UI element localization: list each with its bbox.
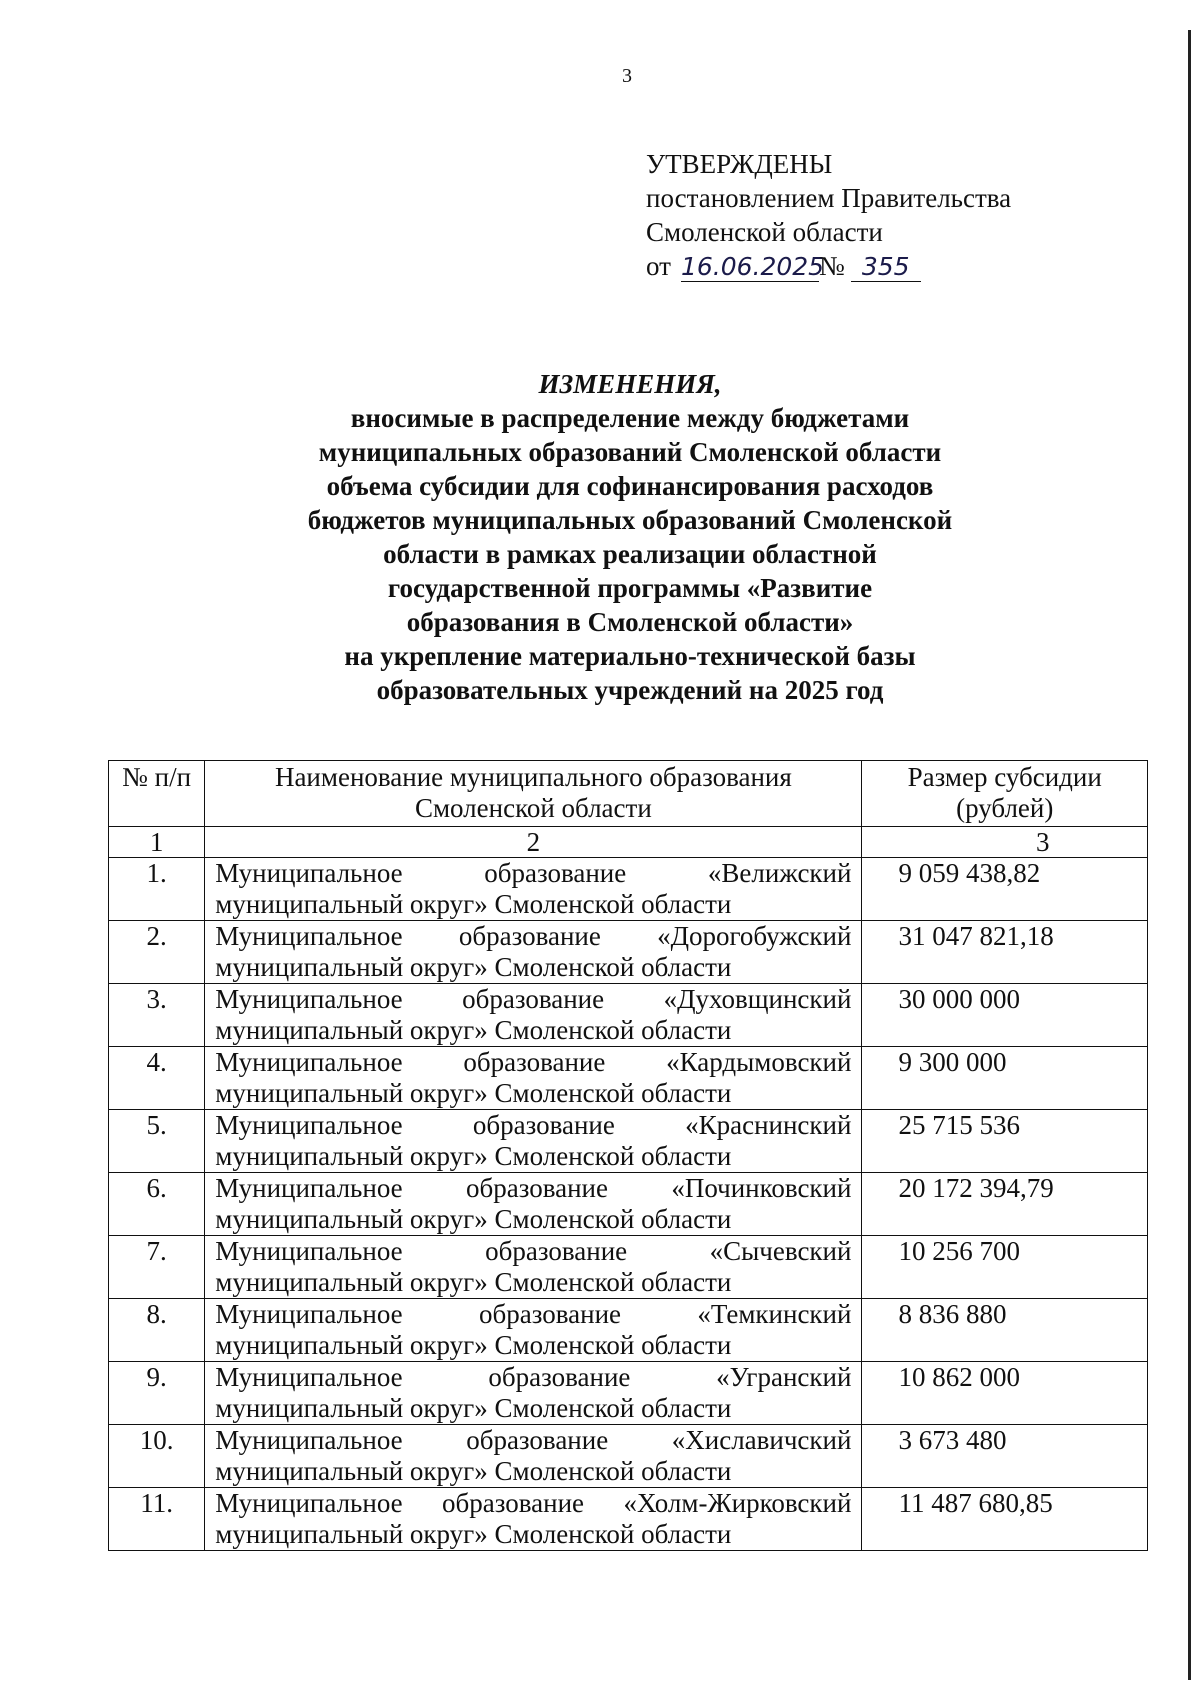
row-number: 9. <box>109 1362 205 1425</box>
row-number: 7. <box>109 1236 205 1299</box>
subsidy-amount: 9 059 438,82 <box>862 858 1148 921</box>
name-word: «Духовщинский <box>663 984 852 1014</box>
name-word: «Темкинский <box>697 1299 852 1329</box>
name-continuation: муниципальный округ» Смоленской области <box>215 1204 732 1234</box>
name-continuation: муниципальный округ» Смоленской области <box>215 1456 732 1486</box>
municipality-name <box>205 1236 862 1299</box>
subsidy-amount: 10 256 700 <box>862 1236 1148 1299</box>
municipality-name <box>205 1362 862 1425</box>
subsidy-amount: 10 862 000 <box>862 1362 1148 1425</box>
index-1: 1 <box>109 827 205 858</box>
table-row <box>109 1425 1148 1488</box>
handwritten-date: 16.06.2025 <box>680 252 825 281</box>
title-line: муниципальных образований Смоленской области <box>318 437 942 467</box>
name-continuation: муниципальный округ» Смоленской области <box>215 1078 732 1108</box>
municipality-name <box>205 1488 862 1551</box>
name-word: «Хиславичский <box>671 1425 852 1455</box>
table-row <box>109 1488 1148 1551</box>
name-word: образование <box>488 1362 631 1392</box>
document-title <box>0 367 1200 707</box>
name-word: Муниципальное <box>215 921 403 951</box>
name-word: Муниципальное <box>215 1488 403 1518</box>
table-row <box>109 921 1148 984</box>
name-word: «Дорогобужский <box>657 921 852 951</box>
name-word: образование <box>462 984 605 1014</box>
approval-heading: УТВЕРЖДЕНЫ <box>646 149 833 179</box>
header-amount: Размер субсидии (рублей) <box>862 761 1148 827</box>
name-word: образование <box>465 1173 608 1203</box>
title-line: вносимые в распределение между бюджетами <box>350 403 910 433</box>
approval-line-2: Смоленской области <box>646 217 883 247</box>
subsidy-amount: 25 715 536 <box>862 1110 1148 1173</box>
name-word: Муниципальное <box>215 1425 403 1455</box>
name-continuation: муниципальный округ» Смоленской области <box>215 1519 732 1549</box>
name-word: образование <box>458 921 601 951</box>
row-number: 5. <box>109 1110 205 1173</box>
name-word: «Починковский <box>671 1173 852 1203</box>
table-row <box>109 858 1148 921</box>
title-line: на укрепление материально-технической базы <box>344 641 916 671</box>
table-row <box>109 1236 1148 1299</box>
subsidy-amount: 30 000 000 <box>862 984 1148 1047</box>
title-heading: ИЗМЕНЕНИЯ, <box>538 369 722 399</box>
subsidy-amount: 20 172 394,79 <box>862 1173 1148 1236</box>
table-row <box>109 1299 1148 1362</box>
header-name: Наименование муниципального образования Смоленской области <box>205 761 862 827</box>
municipality-name <box>205 1173 862 1236</box>
municipality-name <box>205 1047 862 1110</box>
title-line: бюджетов муниципальных образований Смоленской <box>307 505 953 535</box>
municipality-name <box>205 1425 862 1488</box>
name-word: «Холм-Жирковский <box>623 1488 852 1518</box>
row-number: 10. <box>109 1425 205 1488</box>
page-edge-line <box>1188 30 1191 1680</box>
header-num: № п/п <box>109 761 205 827</box>
name-word: Муниципальное <box>215 1173 403 1203</box>
subsidy-amount: 3 673 480 <box>862 1425 1148 1488</box>
name-word: «Краснинский <box>685 1110 852 1140</box>
date-prefix: от <box>646 251 671 281</box>
name-word: образование <box>479 1299 622 1329</box>
row-number: 11. <box>109 1488 205 1551</box>
approval-block <box>646 147 1011 283</box>
index-3: 3 <box>862 827 1148 858</box>
subsidy-table <box>108 760 1148 1551</box>
name-word: Муниципальное <box>215 984 403 1014</box>
number-prefix: № <box>818 251 845 281</box>
name-word: Муниципальное <box>215 1236 403 1266</box>
table-header-row <box>109 761 1148 827</box>
row-number: 6. <box>109 1173 205 1236</box>
name-word: Муниципальное <box>215 1362 403 1392</box>
title-line: образования в Смоленской области» <box>406 607 854 637</box>
municipality-name <box>205 858 862 921</box>
name-word: образование <box>484 858 627 888</box>
municipality-name <box>205 1299 862 1362</box>
row-number: 1. <box>109 858 205 921</box>
title-line: образовательных учреждений на 2025 год <box>376 675 884 705</box>
name-word: образование <box>463 1047 606 1077</box>
handwritten-number: 355 <box>851 253 921 282</box>
title-line: объема субсидии для софинансирования расходов <box>326 471 934 501</box>
municipality-name <box>205 1110 862 1173</box>
page-number: 3 <box>622 65 632 87</box>
name-continuation: муниципальный округ» Смоленской области <box>215 1141 732 1171</box>
column-index-row <box>109 827 1148 858</box>
name-word: «Угранский <box>716 1362 852 1392</box>
row-number: 3. <box>109 984 205 1047</box>
table-row <box>109 1110 1148 1173</box>
table-row <box>109 1362 1148 1425</box>
subsidy-amount: 11 487 680,85 <box>862 1488 1148 1551</box>
title-lines <box>0 401 1200 707</box>
name-word: образование <box>472 1110 615 1140</box>
table-row <box>109 1047 1148 1110</box>
subsidy-amount: 31 047 821,18 <box>862 921 1148 984</box>
table-row <box>109 1173 1148 1236</box>
name-continuation: муниципальный округ» Смоленской области <box>215 1015 732 1045</box>
row-number: 8. <box>109 1299 205 1362</box>
name-continuation: муниципальный округ» Смоленской области <box>215 889 732 919</box>
row-number: 4. <box>109 1047 205 1110</box>
approval-line-1: постановлением Правительства <box>646 183 1012 213</box>
municipality-name <box>205 921 862 984</box>
title-line: государственной программы «Развитие <box>387 573 873 603</box>
name-word: Муниципальное <box>215 1110 403 1140</box>
name-continuation: муниципальный округ» Смоленской области <box>215 1330 732 1360</box>
name-continuation: муниципальный округ» Смоленской области <box>215 952 732 982</box>
name-word: Муниципальное <box>215 1047 403 1077</box>
row-number: 2. <box>109 921 205 984</box>
subsidy-amount: 8 836 880 <box>862 1299 1148 1362</box>
name-word: «Велижский <box>707 858 852 888</box>
name-word: «Сычевский <box>709 1236 852 1266</box>
name-word: «Кардымовский <box>666 1047 852 1077</box>
title-line: области в рамках реализации областной <box>383 539 877 569</box>
name-word: образование <box>485 1236 628 1266</box>
name-word: Муниципальное <box>215 858 403 888</box>
municipality-name <box>205 984 862 1047</box>
name-word: образование <box>442 1488 585 1518</box>
subsidy-amount: 9 300 000 <box>862 1047 1148 1110</box>
decree-line <box>646 249 1011 283</box>
name-word: Муниципальное <box>215 1299 403 1329</box>
table-row <box>109 984 1148 1047</box>
index-2: 2 <box>205 827 862 858</box>
name-continuation: муниципальный округ» Смоленской области <box>215 1267 732 1297</box>
name-continuation: муниципальный округ» Смоленской области <box>215 1393 732 1423</box>
name-word: образование <box>466 1425 609 1455</box>
